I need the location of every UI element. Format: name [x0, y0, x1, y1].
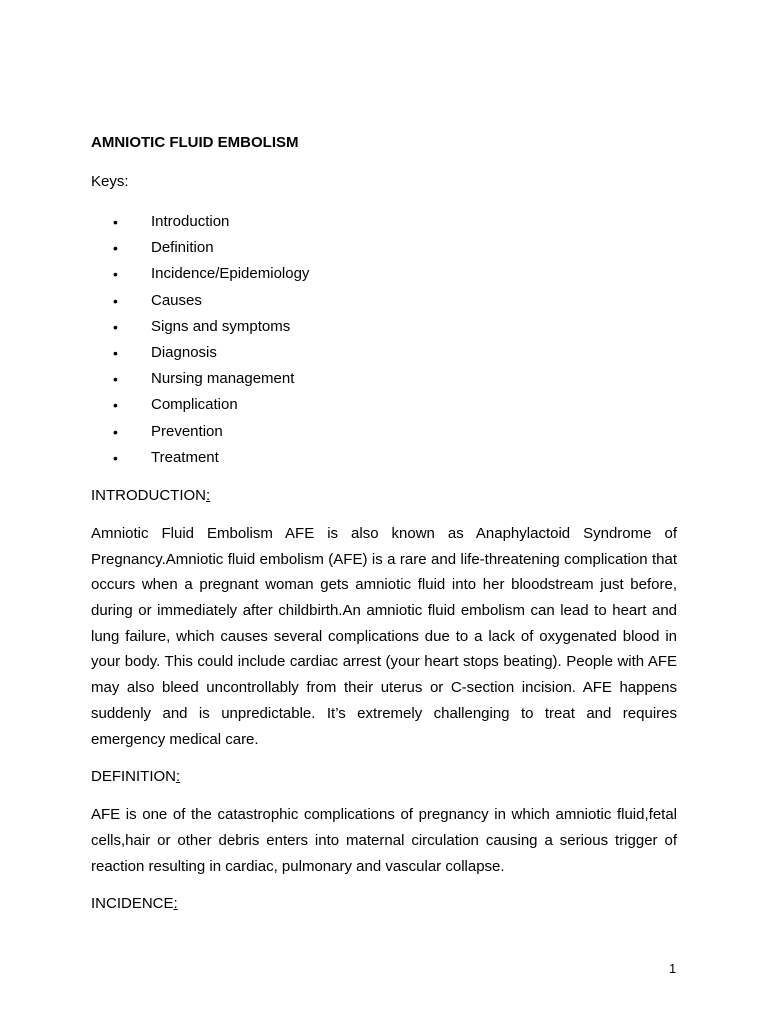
bullet-icon: •: [113, 371, 118, 388]
list-item-label: Prevention: [151, 422, 223, 440]
list-item: [91, 340, 677, 366]
list-item-label: Nursing management: [151, 370, 295, 388]
list-item-label: Diagnosis: [151, 343, 217, 361]
page-number: 1: [669, 961, 677, 976]
bullet-icon: •: [113, 344, 118, 361]
incidence-heading-colon: :: [173, 895, 178, 913]
bullet-icon: •: [113, 423, 118, 440]
document-content: [91, 132, 677, 915]
list-item: [91, 288, 677, 314]
list-item-label: Complication: [151, 396, 238, 414]
keys-list: [91, 209, 677, 471]
list-item-label: Introduction: [151, 213, 230, 230]
list-item: [91, 392, 677, 418]
list-item-label: Treatment: [151, 448, 219, 466]
definition-heading-text: DEFINITION: [91, 768, 176, 786]
list-item: [91, 209, 677, 235]
list-item: [91, 419, 677, 445]
bullet-icon: •: [113, 214, 118, 230]
list-item: [91, 261, 677, 287]
bullet-icon: •: [113, 240, 118, 257]
introduction-heading-colon: :: [206, 486, 211, 504]
bullet-icon: •: [113, 318, 118, 335]
introduction-heading-text: INTRODUCTION: [91, 486, 206, 504]
list-item-label: Incidence/Epidemiology: [151, 265, 310, 283]
list-item-label: Causes: [151, 291, 202, 309]
list-item: [91, 314, 677, 340]
introduction-heading: [91, 485, 677, 507]
introduction-paragraph: Amniotic Fluid Embolism AFE is also known as Anaphylactoid Syndrome of Pregnancy.Amniotic fluid embolism (AFE) is a rare and life-threatening complication that occurs when a pregnant woman gets amniotic fluid into her bloodstream just before, during or immediately after childbirth.An amniotic fluid embolism can lead to heart and lung failure, which causes several complications due to a lack of oxygenated blood in your body. This could include cardiac arrest (your heart stops beating). People with AFE may also bleed uncontrollably from their uterus or C-section incision. AFE happens suddenly and is unpredictable. It’s extremely challenging to treat and requires emergency medical care.: [91, 524, 677, 748]
definition-heading-colon: :: [176, 768, 181, 786]
list-item: [91, 235, 677, 261]
list-item: [91, 445, 677, 471]
incidence-heading-text: INCIDENCE: [91, 895, 174, 913]
list-item-label: Definition: [151, 239, 214, 257]
bullet-icon: •: [113, 449, 118, 466]
definition-paragraph: AFE is one of the catastrophic complications of pregnancy in which amniotic fluid,fetal cells,hair or other debris enters into maternal circulation causing a serious trigger of reaction resulting in cardiac, pulmonary and vascular collapse.: [91, 806, 677, 875]
bullet-icon: •: [113, 292, 118, 309]
document-title: AMNIOTIC FLUID EMBOLISM: [91, 134, 299, 151]
list-item-label: Signs and symptoms: [151, 317, 291, 335]
incidence-heading: [91, 893, 677, 915]
keys-label: Keys:: [91, 173, 129, 190]
definition-heading: [91, 766, 677, 788]
list-item: [91, 366, 677, 392]
bullet-icon: •: [113, 266, 118, 283]
bullet-icon: •: [113, 397, 118, 414]
